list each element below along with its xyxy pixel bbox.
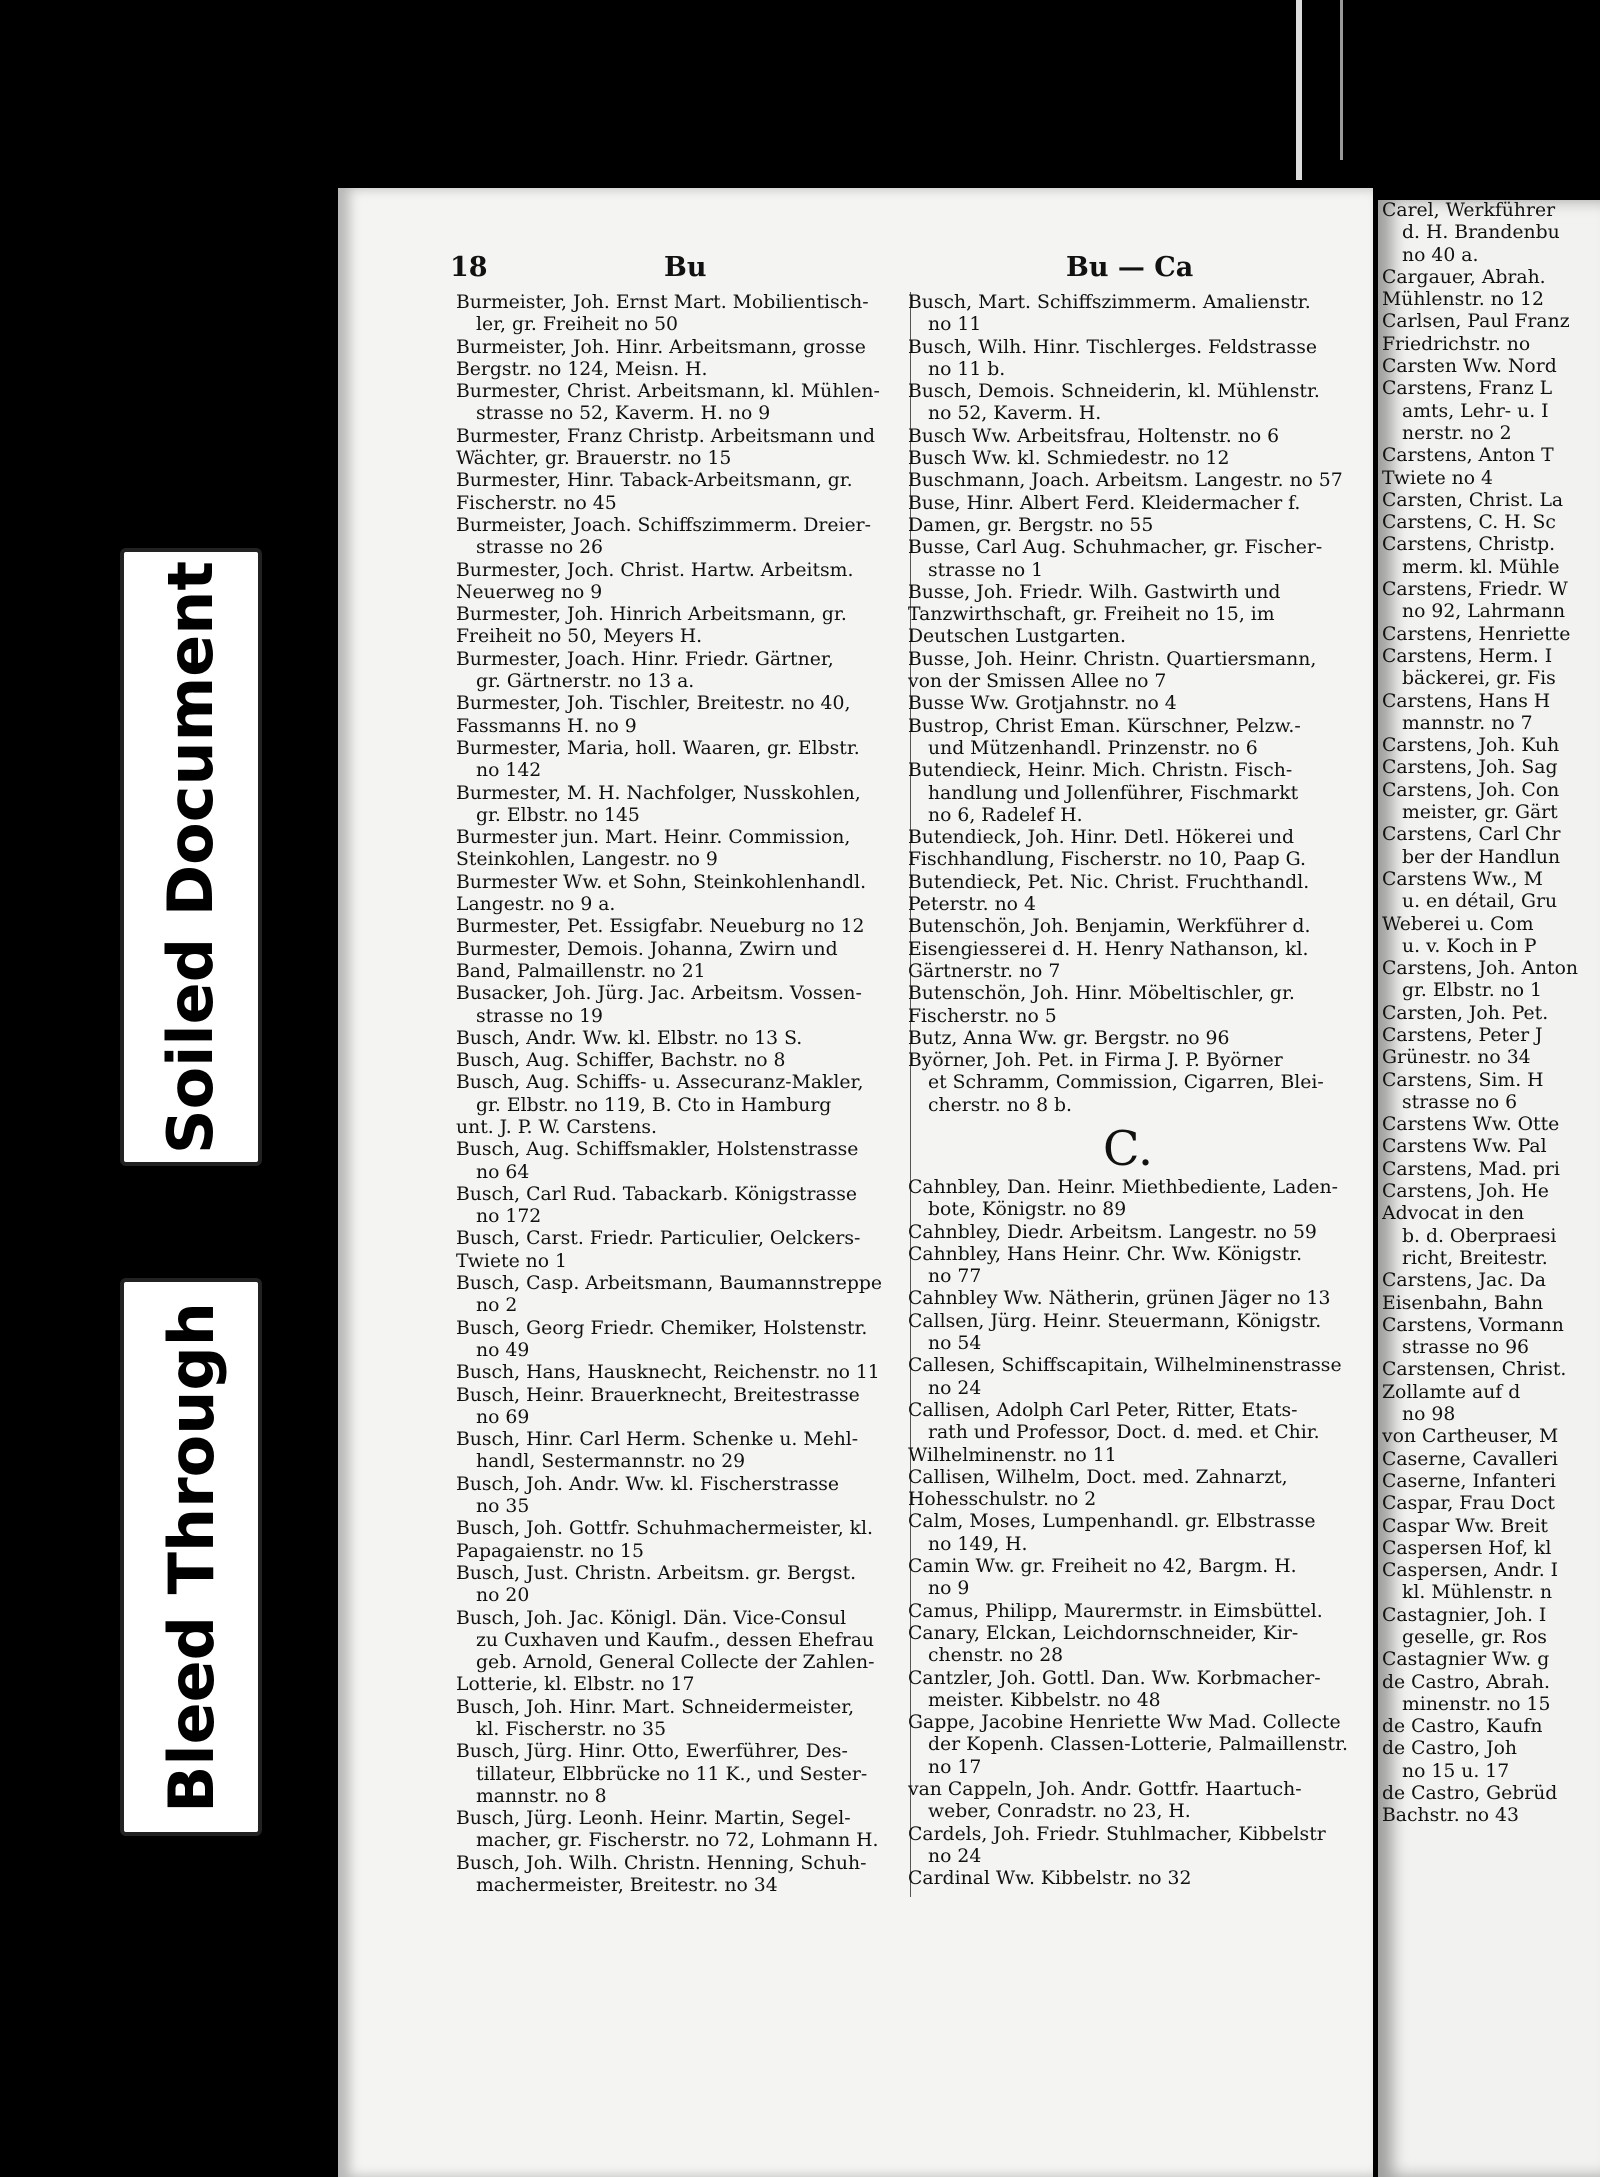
bleed-through-label: Bleed Through bbox=[154, 1301, 228, 1813]
directory-line: Busch, Hans, Hausknecht, Reichenstr. no 11 bbox=[456, 1362, 880, 1384]
directory-line: Carstens, Friedr. W bbox=[1382, 579, 1568, 601]
directory-line: van Cappeln, Joh. Andr. Gottfr. Haartuch- bbox=[908, 1779, 1302, 1800]
directory-line: no 20 bbox=[476, 1585, 530, 1607]
directory-line: Caspersen, Andr. I bbox=[1382, 1560, 1559, 1582]
directory-line: bote, Königstr. no 89 bbox=[928, 1199, 1127, 1221]
directory-line: gr. Elbstr. no 1 bbox=[1402, 980, 1542, 1002]
directory-line: Busch, Carst. Friedr. Particulier, Oelckers- bbox=[456, 1228, 861, 1250]
directory-line: Busse Ww. Grotjahnstr. no 4 bbox=[908, 693, 1177, 715]
directory-line: de Castro, Gebrüd bbox=[1382, 1783, 1558, 1805]
directory-line: no 17 bbox=[928, 1756, 982, 1778]
directory-line: nerstr. no 2 bbox=[1402, 422, 1512, 444]
directory-line: kl. Mühlenstr. n bbox=[1402, 1582, 1553, 1604]
directory-line: Gärtnerstr. no 7 bbox=[908, 960, 1061, 982]
directory-line: Freiheit no 50, Meyers H. bbox=[456, 626, 703, 648]
directory-line: Deutschen Lustgarten. bbox=[908, 626, 1126, 648]
scan-edge-strip bbox=[1296, 0, 1302, 180]
directory-line: Busch, Carl Rud. Tabackarb. Königstrasse bbox=[456, 1183, 858, 1205]
directory-line: Busch Ww. kl. Schmiedestr. no 12 bbox=[908, 448, 1230, 470]
directory-line: Cahnbley, Dan. Heinr. Miethbediente, Laden- bbox=[908, 1176, 1338, 1198]
running-head-right: Bu — Ca bbox=[1066, 252, 1194, 283]
directory-line: no 98 bbox=[1402, 1404, 1456, 1426]
directory-line: Busch, Jürg. Hinr. Otto, Ewerführer, Des- bbox=[456, 1741, 848, 1763]
directory-line: Busch, Joh. Hinr. Mart. Schneidermeister, bbox=[456, 1696, 855, 1718]
directory-line: meister, gr. Gärt bbox=[1402, 802, 1558, 824]
directory-line: von der Smissen Allee no 7 bbox=[908, 671, 1167, 693]
directory-line: Butendieck, Joh. Hinr. Detl. Hökerei und bbox=[908, 827, 1294, 849]
directory-line: b. d. Oberpraesi bbox=[1402, 1225, 1557, 1247]
directory-line: von Cartheuser, M bbox=[1382, 1426, 1559, 1448]
directory-line: no 6, Radelef H. bbox=[928, 804, 1083, 826]
directory-line: merm. kl. Mühle bbox=[1402, 556, 1560, 578]
directory-line: Wilhelminenstr. no 11 bbox=[908, 1444, 1117, 1466]
directory-line: Busch, Joh. Andr. Ww. kl. Fischerstrasse bbox=[456, 1473, 840, 1495]
directory-line: weber, Conradstr. no 23, H. bbox=[928, 1801, 1191, 1823]
directory-line: Langestr. no 9 a. bbox=[456, 894, 616, 916]
directory-line: cherstr. no 8 b. bbox=[928, 1094, 1073, 1116]
directory-line: und Mützenhandl. Prinzenstr. no 6 bbox=[928, 737, 1258, 759]
directory-line: unt. J. P. W. Carstens. bbox=[456, 1116, 657, 1138]
directory-line: Band, Palmaillenstr. no 21 bbox=[456, 960, 706, 982]
directory-line: Burmester, Demois. Johanna, Zwirn und bbox=[456, 938, 838, 960]
directory-line: Cargauer, Abrah. bbox=[1382, 266, 1546, 288]
running-head-left: Bu bbox=[664, 252, 707, 283]
directory-line: Buschmann, Joach. Arbeitsm. Langestr. no 57 bbox=[908, 470, 1343, 492]
directory-line: Fischhandlung, Fischerstr. no 10, Paap G. bbox=[908, 849, 1306, 871]
directory-line: Camus, Philipp, Maurermstr. in Eimsbüttel. bbox=[908, 1600, 1323, 1622]
directory-line: Burmester, Joh. Hinrich Arbeitsmann, gr. bbox=[456, 604, 847, 626]
directory-line: Bergstr. no 124, Meisn. H. bbox=[456, 358, 708, 380]
directory-line: Busch, Wilh. Hinr. Tischlerges. Feldstrasse bbox=[908, 336, 1317, 358]
directory-line: Friedrichstr. no bbox=[1382, 333, 1531, 355]
directory-line: Carstens, Vormann bbox=[1382, 1314, 1564, 1336]
directory-line: Carstens, Franz L bbox=[1382, 378, 1553, 400]
directory-line: meister. Kibbelstr. no 48 bbox=[928, 1689, 1161, 1711]
directory-line: Burmester Ww. et Sohn, Steinkohlenhandl. bbox=[456, 871, 867, 893]
directory-line: no 149, H. bbox=[928, 1533, 1028, 1555]
directory-line: Burmester jun. Mart. Heinr. Commission, bbox=[456, 827, 851, 849]
directory-line: Caserne, Cavalleri bbox=[1382, 1448, 1558, 1470]
directory-line: Burmeister, Joach. Schiffszimmerm. Dreier- bbox=[456, 514, 871, 536]
directory-line: de Castro, Abrah. bbox=[1382, 1671, 1550, 1693]
directory-line: strasse no 19 bbox=[476, 1005, 603, 1027]
directory-line: Cardinal Ww. Kibbelstr. no 32 bbox=[908, 1868, 1192, 1890]
directory-line: strasse no 1 bbox=[928, 559, 1044, 581]
directory-line: Castagnier Ww. g bbox=[1382, 1649, 1550, 1671]
directory-line: Carstens Ww. Otte bbox=[1382, 1114, 1560, 1136]
directory-line: Twiete no 1 bbox=[456, 1250, 568, 1272]
directory-line: Carstens, Joh. Kuh bbox=[1382, 735, 1560, 757]
directory-line: Butenschön, Joh. Hinr. Möbeltischler, gr. bbox=[908, 983, 1295, 1005]
directory-line: no 24 bbox=[928, 1845, 982, 1867]
directory-line: zu Cuxhaven und Kaufm., dessen Ehefrau bbox=[476, 1629, 875, 1651]
directory-line: no 9 bbox=[928, 1578, 970, 1600]
directory-line: Damen, gr. Bergstr. no 55 bbox=[908, 514, 1154, 536]
directory-line: Busse, Carl Aug. Schuhmacher, gr. Fischer- bbox=[908, 537, 1323, 559]
directory-line: Eisenbahn, Bahn bbox=[1382, 1292, 1544, 1314]
directory-line: geselle, gr. Ros bbox=[1402, 1627, 1547, 1648]
directory-line: Calm, Moses, Lumpenhandl. gr. Elbstrasse bbox=[908, 1511, 1316, 1533]
directory-line: no 2 bbox=[476, 1295, 518, 1317]
directory-line: Burmeister, Joh. Ernst Mart. Mobilientisch- bbox=[456, 292, 869, 313]
directory-line: Busch, Aug. Schiffer, Bachstr. no 8 bbox=[456, 1050, 786, 1072]
directory-line: Caserne, Infanteri bbox=[1382, 1470, 1556, 1492]
directory-line: Camin Ww. gr. Freiheit no 42, Bargm. H. bbox=[908, 1556, 1297, 1578]
directory-line: Carstens Ww., M bbox=[1382, 868, 1543, 890]
directory-line: Callisen, Wilhelm, Doct. med. Zahnarzt, bbox=[908, 1466, 1288, 1488]
directory-line: tillateur, Elbbrücke no 11 K., und Sester- bbox=[476, 1763, 868, 1785]
directory-line: Burmester, Christ. Arbeitsmann, kl. Mühlen- bbox=[456, 381, 880, 403]
directory-line: Burmeister, Joh. Hinr. Arbeitsmann, grosse bbox=[456, 336, 866, 358]
directory-line: no 24 bbox=[928, 1377, 982, 1399]
left-column bbox=[456, 292, 911, 1897]
directory-line: Burmester, M. H. Nachfolger, Nusskohlen, bbox=[456, 782, 861, 804]
page-number: 18 bbox=[450, 252, 488, 283]
middle-column-bottom bbox=[908, 1177, 1348, 1891]
directory-line: Cantzler, Joh. Gottl. Dan. Ww. Korbmacher- bbox=[908, 1667, 1321, 1689]
directory-line: Fischerstr. no 45 bbox=[456, 492, 617, 514]
directory-line: Papagaienstr. no 15 bbox=[456, 1540, 644, 1562]
directory-line: Burmester, Joch. Christ. Hartw. Arbeitsm. bbox=[456, 559, 854, 581]
directory-line: Burmester, Joach. Hinr. Friedr. Gärtner, bbox=[456, 648, 834, 670]
directory-line: no 35 bbox=[476, 1496, 530, 1518]
directory-line: no 92, Lahrmann bbox=[1402, 601, 1566, 623]
directory-line: et Schramm, Commission, Cigarren, Blei- bbox=[928, 1072, 1324, 1094]
directory-line: strasse no 52, Kaverm. H. no 9 bbox=[476, 403, 771, 425]
directory-line: no 40 a. bbox=[1402, 244, 1479, 266]
directory-line: Carstens, Jac. Da bbox=[1382, 1270, 1546, 1292]
directory-line: kl. Fischerstr. no 35 bbox=[476, 1719, 667, 1740]
directory-line: Callesen, Schiffscapitain, Wilhelminenstrasse bbox=[908, 1355, 1342, 1377]
directory-line: Carstens, Joh. Anton bbox=[1382, 958, 1579, 980]
directory-line: Busch, Demois. Schneiderin, kl. Mühlenstr. bbox=[908, 381, 1320, 403]
directory-line: no 77 bbox=[928, 1266, 982, 1288]
directory-line: Carstens, C. H. Sc bbox=[1382, 512, 1556, 534]
directory-line: Callisen, Adolph Carl Peter, Ritter, Etats- bbox=[908, 1399, 1298, 1421]
directory-line: Burmester, Franz Christp. Arbeitsmann und bbox=[456, 425, 875, 447]
directory-line: Wächter, gr. Brauerstr. no 15 bbox=[456, 448, 732, 470]
directory-line: Carstens, Anton T bbox=[1382, 445, 1554, 467]
directory-line: u. en détail, Gru bbox=[1402, 891, 1558, 913]
directory-line: Caspersen Hof, kl bbox=[1382, 1537, 1552, 1559]
directory-line: Busch, Joh. Gottfr. Schuhmachermeister, kl. bbox=[456, 1518, 874, 1540]
directory-line: Butendieck, Pet. Nic. Christ. Fruchthandl. bbox=[908, 871, 1310, 893]
directory-line: Burmester, Hinr. Taback-Arbeitsmann, gr. bbox=[456, 470, 853, 492]
directory-line: Busse, Joh. Friedr. Wilh. Gastwirth und bbox=[908, 581, 1281, 603]
directory-line: Cardels, Joh. Friedr. Stuhlmacher, Kibbelstr bbox=[908, 1823, 1326, 1845]
directory-line: no 52, Kaverm. H. bbox=[928, 403, 1102, 425]
directory-line: gr. Elbstr. no 119, B. Cto in Hamburg bbox=[476, 1094, 832, 1116]
directory-line: der Kopenh. Classen-Lotterie, Palmaillenstr. bbox=[928, 1734, 1348, 1756]
directory-line: bäckerei, gr. Fis bbox=[1402, 668, 1556, 690]
directory-line: Canary, Elckan, Leichdornschneider, Kir- bbox=[908, 1622, 1299, 1644]
directory-line: Busch, Joh. Wilh. Christn. Henning, Schuh- bbox=[456, 1852, 867, 1874]
directory-line: Peterstr. no 4 bbox=[908, 894, 1036, 916]
directory-line: Carstens, Herm. I bbox=[1382, 645, 1553, 667]
directory-line: Carstens, Sim. H bbox=[1382, 1069, 1544, 1091]
directory-line: Carel, Werkführer bbox=[1382, 200, 1556, 221]
directory-line: no 11 bbox=[928, 314, 982, 336]
directory-line: no 142 bbox=[476, 760, 542, 782]
directory-line: Bachstr. no 43 bbox=[1382, 1805, 1519, 1827]
directory-line: Busch Ww. Arbeitsfrau, Holtenstr. no 6 bbox=[908, 425, 1280, 447]
right-column bbox=[1382, 200, 1600, 1828]
directory-line: rath und Professor, Doct. d. med. et Chir. bbox=[928, 1422, 1320, 1444]
directory-line: ler, gr. Freiheit no 50 bbox=[476, 314, 678, 336]
directory-line: Fischerstr. no 5 bbox=[908, 1005, 1057, 1027]
directory-line: Fassmanns H. no 9 bbox=[456, 715, 637, 737]
directory-line: Weberei u. Com bbox=[1382, 913, 1534, 935]
directory-line: gr. Gärtnerstr. no 13 a. bbox=[476, 671, 695, 693]
section-letter: C. bbox=[1102, 1120, 1154, 1177]
directory-line: Carstens, Christp. bbox=[1382, 534, 1556, 556]
directory-line: gr. Elbstr. no 145 bbox=[476, 804, 640, 826]
directory-line: strasse no 96 bbox=[1402, 1337, 1529, 1359]
directory-line: Bustrop, Christ Eman. Kürschner, Pelzw.- bbox=[908, 715, 1301, 737]
directory-line: Busch, Heinr. Brauerknecht, Breitestrasse bbox=[456, 1384, 860, 1406]
directory-line: Carsten, Joh. Pet. bbox=[1382, 1002, 1549, 1024]
directory-line: Cahnbley, Hans Heinr. Chr. Ww. Königstr. bbox=[908, 1243, 1303, 1265]
directory-line: Byörner, Joh. Pet. in Firma J. P. Byörner bbox=[908, 1050, 1283, 1072]
soiled-document-stamp bbox=[120, 548, 262, 1166]
directory-line: macher, gr. Fischerstr. no 72, Lohmann H. bbox=[476, 1830, 879, 1852]
directory-line: Busch, Aug. Schiffsmakler, Holstenstrasse bbox=[456, 1139, 859, 1161]
directory-line: Cahnbley Ww. Nätherin, grünen Jäger no 13 bbox=[908, 1288, 1331, 1310]
directory-line: Cahnbley, Diedr. Arbeitsm. Langestr. no 59 bbox=[908, 1221, 1317, 1243]
directory-line: Busacker, Joh. Jürg. Jac. Arbeitsm. Vossen- bbox=[456, 983, 862, 1005]
directory-line: de Castro, Kaufn bbox=[1382, 1716, 1543, 1738]
directory-line: Burmester, Joh. Tischler, Breitestr. no 40, bbox=[456, 693, 851, 715]
directory-line: Gappe, Jacobine Henriette Ww Mad. Collecte bbox=[908, 1712, 1341, 1734]
directory-line: Caspar, Frau Doct bbox=[1382, 1493, 1555, 1515]
directory-line: Tanzwirthschaft, gr. Freiheit no 15, im bbox=[908, 604, 1275, 626]
directory-line: Callsen, Jürg. Heinr. Steuermann, Königstr. bbox=[908, 1310, 1322, 1332]
directory-line: Busse, Joh. Heinr. Christn. Quartiersmann, bbox=[908, 648, 1317, 670]
directory-line: no 15 u. 17 bbox=[1402, 1760, 1510, 1782]
directory-line: handlung und Jollenführer, Fischmarkt bbox=[928, 782, 1299, 804]
directory-line: Carstens Ww. Pal bbox=[1382, 1136, 1547, 1158]
directory-line: d. H. Brandenbu bbox=[1402, 222, 1560, 244]
directory-line: Buse, Hinr. Albert Ferd. Kleidermacher f. bbox=[908, 492, 1301, 514]
directory-line: Butenschön, Joh. Benjamin, Werkführer d. bbox=[908, 916, 1311, 938]
directory-line: Burmester, Maria, holl. Waaren, gr. Elbstr. bbox=[456, 737, 860, 759]
directory-line: Hohesschulstr. no 2 bbox=[908, 1489, 1097, 1511]
directory-line: Busch, Just. Christn. Arbeitsm. gr. Bergst. bbox=[456, 1562, 857, 1584]
directory-line: Carstens, Joh. Sag bbox=[1382, 757, 1558, 779]
directory-line: u. v. Koch in P bbox=[1402, 935, 1537, 957]
directory-line: Busch, Hinr. Carl Herm. Schenke u. Mehl- bbox=[456, 1429, 859, 1451]
directory-line: Caspar Ww. Breit bbox=[1382, 1515, 1548, 1537]
directory-line: Carsten, Christ. La bbox=[1382, 489, 1564, 511]
soiled-document-label: Soiled Document bbox=[154, 560, 228, 1154]
directory-line: no 69 bbox=[476, 1406, 530, 1428]
directory-line: Carstens, Hans H bbox=[1382, 690, 1551, 712]
directory-line: mannstr. no 7 bbox=[1402, 712, 1533, 734]
directory-line: Carstens, Carl Chr bbox=[1382, 824, 1561, 846]
directory-line: Carsten Ww. Nord bbox=[1382, 356, 1557, 378]
directory-line: no 49 bbox=[476, 1339, 530, 1361]
directory-line: machermeister, Breitestr. no 34 bbox=[476, 1875, 778, 1897]
directory-line: de Castro, Joh bbox=[1382, 1738, 1518, 1760]
directory-line: Twiete no 4 bbox=[1382, 467, 1494, 489]
directory-line: Carstensen, Christ. bbox=[1382, 1359, 1567, 1381]
directory-line: Advocat in den bbox=[1382, 1203, 1525, 1225]
directory-line: handl, Sestermannstr. no 29 bbox=[476, 1451, 746, 1473]
directory-line: Burmester, Pet. Essigfabr. Neueburg no 12 bbox=[456, 916, 865, 938]
directory-line: Busch, Andr. Ww. kl. Elbstr. no 13 S. bbox=[456, 1027, 803, 1049]
directory-line: Steinkohlen, Langestr. no 9 bbox=[456, 849, 718, 871]
directory-line: Zollamte auf d bbox=[1382, 1381, 1521, 1403]
directory-line: Busch, Casp. Arbeitsmann, Baumannstreppe bbox=[456, 1273, 882, 1295]
directory-line: strasse no 26 bbox=[476, 537, 603, 559]
directory-line: no 172 bbox=[476, 1206, 542, 1228]
directory-line: Carlsen, Paul Franz bbox=[1382, 311, 1570, 333]
directory-line: Lotterie, kl. Elbstr. no 17 bbox=[456, 1674, 695, 1696]
directory-line: richt, Breitestr. bbox=[1402, 1247, 1548, 1269]
directory-line: mannstr. no 8 bbox=[476, 1785, 607, 1807]
directory-line: Carstens, Joh. He bbox=[1382, 1181, 1549, 1203]
directory-line: minenstr. no 15 bbox=[1402, 1693, 1551, 1715]
directory-line: Eisengiesserei d. H. Henry Nathanson, kl. bbox=[908, 938, 1309, 960]
directory-line: Carstens, Peter J bbox=[1382, 1024, 1543, 1046]
directory-line: strasse no 6 bbox=[1402, 1091, 1518, 1113]
directory-line: Carstens, Henriette bbox=[1382, 623, 1571, 645]
directory-line: Mühlenstr. no 12 bbox=[1382, 289, 1544, 311]
directory-line: Busch, Mart. Schiffszimmerm. Amalienstr. bbox=[908, 292, 1311, 313]
directory-line: Busch, Georg Friedr. Chemiker, Holstenstr. bbox=[456, 1317, 868, 1339]
directory-line: chenstr. no 28 bbox=[928, 1645, 1064, 1667]
directory-line: Carstens, Mad. pri bbox=[1382, 1158, 1560, 1180]
directory-line: Castagnier, Joh. I bbox=[1382, 1604, 1547, 1626]
directory-line: no 54 bbox=[928, 1333, 982, 1355]
directory-line: Butz, Anna Ww. gr. Bergstr. no 96 bbox=[908, 1027, 1230, 1049]
scan-edge-line bbox=[1340, 0, 1343, 160]
facing-page-fragment bbox=[1378, 200, 1600, 2177]
directory-line: no 11 b. bbox=[928, 358, 1006, 380]
directory-line: Busch, Jürg. Leonh. Heinr. Martin, Segel- bbox=[456, 1808, 851, 1830]
directory-line: Butendieck, Heinr. Mich. Christn. Fisch- bbox=[908, 760, 1293, 782]
middle-column bbox=[908, 292, 1348, 1890]
directory-line: Grünestr. no 34 bbox=[1382, 1047, 1531, 1069]
directory-line: Busch, Aug. Schiffs- u. Assecuranz-Makler, bbox=[456, 1072, 864, 1094]
directory-line: Busch, Joh. Jac. Königl. Dän. Vice-Consul bbox=[456, 1607, 847, 1629]
directory-line: Neuerweg no 9 bbox=[456, 581, 603, 603]
directory-line: no 64 bbox=[476, 1161, 530, 1183]
bleed-through-stamp bbox=[120, 1278, 262, 1836]
directory-line: ber der Handlun bbox=[1402, 846, 1561, 868]
middle-column-top bbox=[908, 292, 1348, 1117]
directory-line: geb. Arnold, General Collecte der Zahlen- bbox=[476, 1652, 875, 1674]
directory-line: amts, Lehr- u. I bbox=[1402, 400, 1549, 422]
directory-line: Carstens, Joh. Con bbox=[1382, 779, 1560, 801]
